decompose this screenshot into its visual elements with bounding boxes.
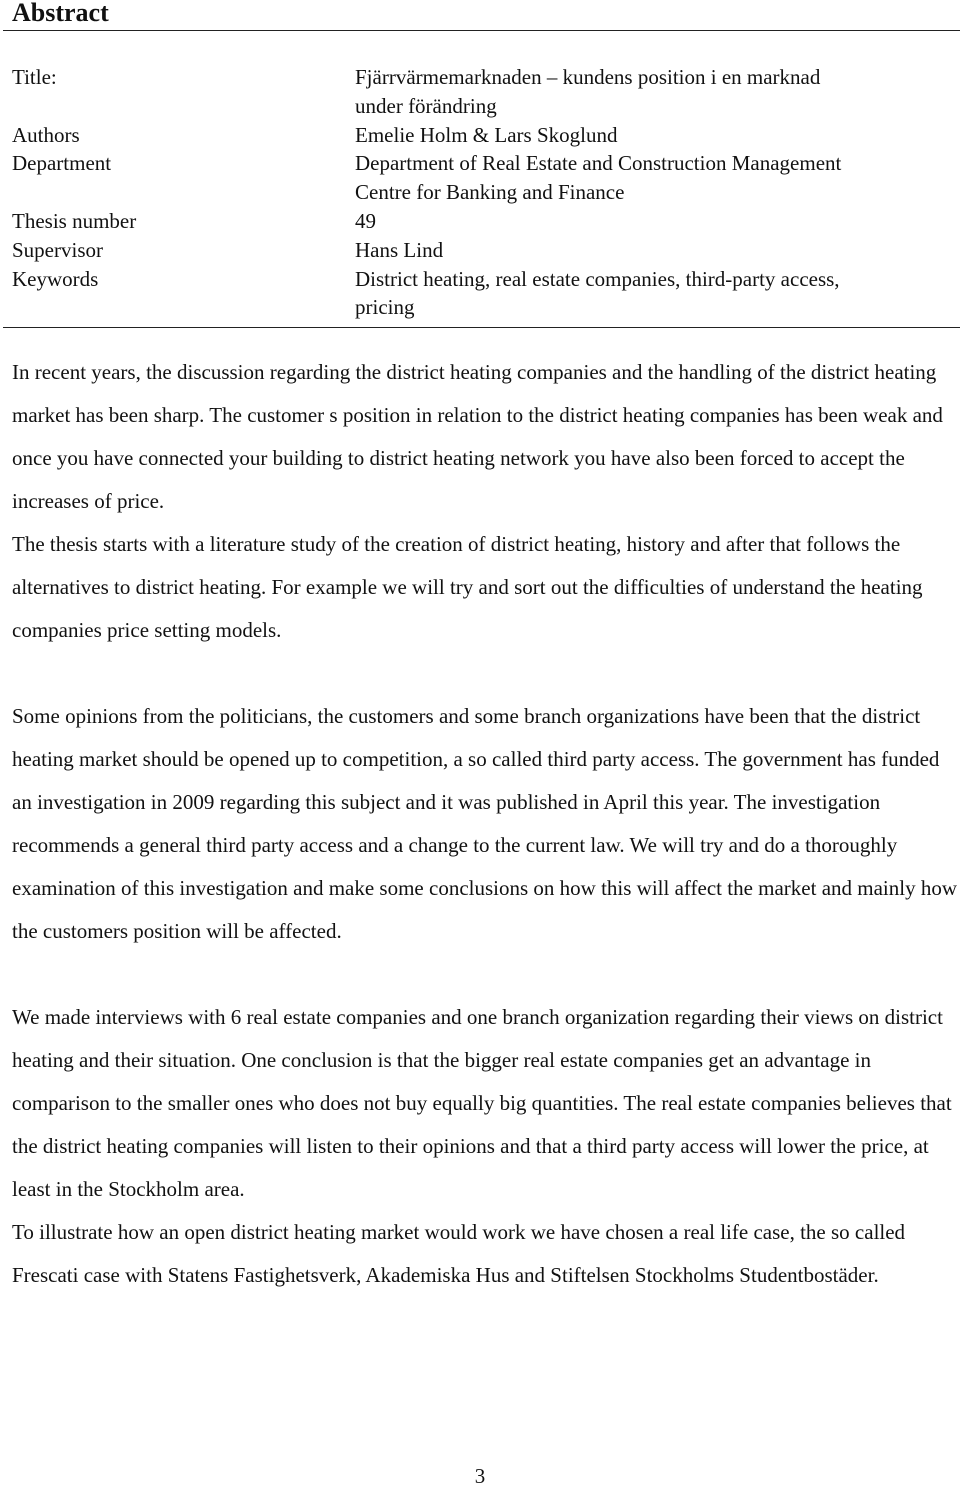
meta-value-authors: Emelie Holm & Lars Skoglund xyxy=(355,122,618,147)
abstract-paragraph: In recent years, the discussion regarding the district heating companies and the handling of the district heating market has been sharp. The customer s position in relation to the district heating companies has been weak and once you have connected your building to district heating network you have also been forced to accept the increases of price. xyxy=(12,360,943,513)
thesis-metadata-table xyxy=(12,63,952,322)
meta-label-thesis-number: Thesis number xyxy=(12,208,137,233)
meta-value-thesis-number: 49 xyxy=(355,208,376,233)
page-number: 3 xyxy=(474,1464,486,1488)
meta-label-department: Department xyxy=(12,151,112,176)
meta-row-title xyxy=(12,63,952,121)
meta-label-keywords: Keywords xyxy=(12,266,99,291)
meta-label-authors: Authors xyxy=(12,122,80,147)
meta-row-keywords xyxy=(12,265,952,323)
abstract-paragraph: We made interviews with 6 real estate companies and one branch organization regarding their views on district heating and their situation. One conclusion is that the bigger real estate companies get an advantage in comparison to the smaller ones who does not buy equally big quantities. The real estate companies believes that the district heating companies will listen to their opinions and that a third party access will lower the price, at least in the Stockholm area. xyxy=(12,1005,952,1201)
meta-row-department xyxy=(12,149,952,207)
meta-row-authors xyxy=(12,121,952,150)
meta-value-keywords: District heating, real estate companies, third-party access, pricing xyxy=(355,266,840,320)
meta-row-supervisor xyxy=(12,236,952,265)
meta-row-thesis-number xyxy=(12,207,952,236)
table-top-rule xyxy=(3,30,960,31)
abstract-body xyxy=(12,351,957,1297)
table-bottom-rule xyxy=(3,327,960,328)
meta-value-supervisor: Hans Lind xyxy=(355,237,444,262)
abstract-paragraph: To illustrate how an open district heating market would work we have chosen a real life case, the so called Frescati case with Statens Fastighetsverk, Akademiska Hus and Stiftelsen Stockholms Studentbostäder. xyxy=(12,1220,906,1287)
meta-value-title: Fjärrvärmemarknaden – kundens position i en marknad under förändring xyxy=(355,65,821,118)
meta-label-supervisor: Supervisor xyxy=(12,237,103,262)
page-title: Abstract xyxy=(12,0,109,27)
meta-label-title: Title: xyxy=(12,65,57,89)
meta-value-department: Department of Real Estate and Construction Management Centre for Banking and Finance xyxy=(355,151,842,205)
abstract-paragraph: Some opinions from the politicians, the customers and some branch organizations have been that the district heating market should be opened up to competition, a so called third party access. The government has funded an investigation in 2009 regarding this subject and it was published in April this year. The investigation recommends a general third party access and a change to the current law. We will try and do a thoroughly examination of this investigation and make some conclusions on how this will affect the market and mainly how the customers position will be affected. xyxy=(12,704,957,943)
abstract-paragraph: The thesis starts with a literature study of the creation of district heating, history and after that follows the alternatives to district heating. For example we will try and sort out the difficulties of understand the heating companies price setting models. xyxy=(12,532,923,642)
